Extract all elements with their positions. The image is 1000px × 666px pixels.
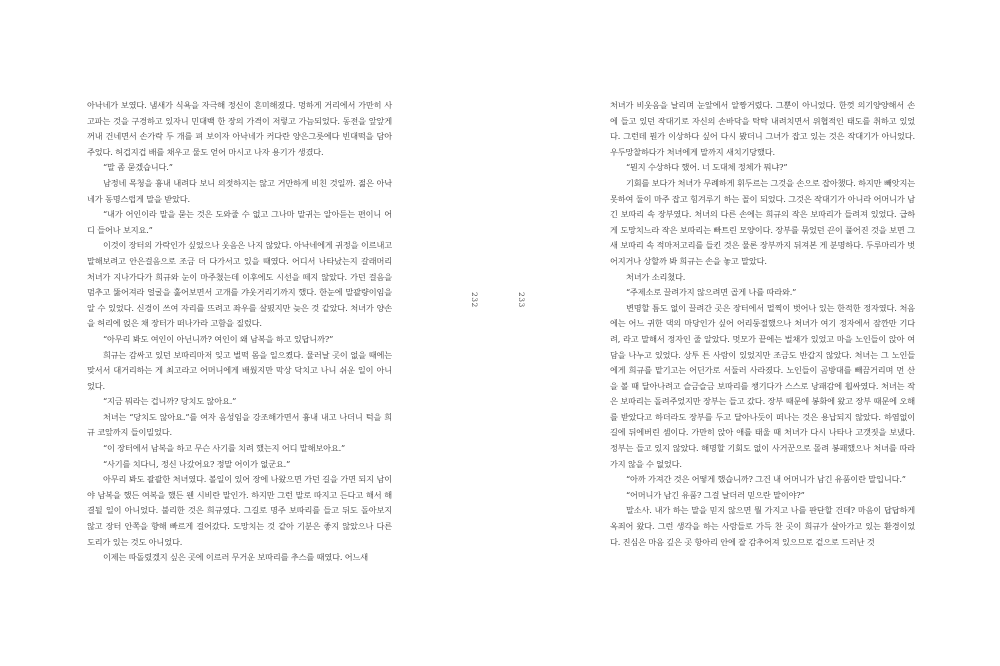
left-page — [87, 98, 392, 566]
paragraph: 희규는 감싸고 있던 보따리마저 잊고 벌떡 몸을 일으켰다. 물러날 곳이 없을 때에는 맞서서 대거리하는 게 최고라고 어머니에게 배웠지만 막상 닥치고 나니 쉬운 일이 아니었다. — [87, 349, 392, 391]
paragraph: “사기를 치다니, 정신 나갔어요? 정말 어이가 없군요.” — [103, 458, 291, 469]
paragraph: 말소사. 내가 하는 말을 믿지 않으면 뭘 가지고 나를 판단할 건데? 마음이 답답하게 옥죄어 왔다. 그런 생각을 하는 사람들로 가득 찬 곳이 희규가 살아가고 있는 환경이었다. 진심은 마음 깊은 곳 항아리 안에 잘 감추어져 있으므로 겉으로 드러난 것 — [610, 505, 915, 547]
paragraph: “지금 뭐라는 겁니까? 당치도 않아요.” — [103, 396, 237, 407]
paragraph: “말 좀 묻겠습니다.” — [103, 162, 173, 173]
paragraph: 이제는 따돌렸겠지 싶은 곳에 이르러 무거운 보따리를 추스를 때였다. 어느새 — [103, 552, 369, 563]
page-number-left: 232 — [470, 292, 479, 308]
paragraph: “주제소로 끌려가지 않으려면 곱게 나를 따라와.” — [626, 287, 797, 298]
paragraph: 아무리 봐도 괄괄한 처녀였다. 볼일이 있어 장에 나왔으면 가던 길을 가면 되지 남이야 남복을 했든 여복을 했든 웬 시비란 말인가. 하지만 그런 말로 따지고 든다고 해서 해결될 일이 아니었다. 불리한 것은 희규였다. 그길로 명주 보따리를 들고 뒤도 돌아보지 않고 장터 안쪽을 향해 빠르게 걸어갔다. 도망치는 것 같아 기분은 좋지 않았으나 다른 도리가 있는 것도 아니었다. — [87, 474, 392, 547]
page-number-right: 233 — [517, 292, 526, 308]
paragraph: 아낙네가 보였다. 냄새가 식욕을 자극해 정신이 혼미해졌다. 멍하게 거리에서 가만히 사고파는 것을 구경하고 있자니 민대백 한 장의 가격이 저렇고 가늠되었다. 동전을 앞앞게 꺼내 건네면서 손가락 두 개를 펴 보이자 아낙네가 커다란 양은그릇에다 빈대떡을 담아주었다. 허겁지겁 배를 채우고 물도 얻어 마시고 나자 용기가 생겼다. — [87, 100, 392, 157]
paragraph: 처녀가 소리쳤다. — [626, 271, 686, 282]
right-page — [610, 98, 915, 550]
paragraph: 이것이 장터의 가락인가 싶었으나 웃음은 나지 않았다. 아낙네에게 귀정을 이르내고 말해보려고 안은걸음으로 조금 더 다가서고 있을 때였다. 어디서 나타났는지 갈래머리 처녀가 지나가다가 희규와 눈이 마주쳤는데 이후에도 시선을 떼지 않았다. 가던 걸음을 멈추고 뚫어져라 얼굴을 훑어보면서 고개를 갸웃거리기까지 했다. 한눈에 말괄량이임을 알 수 있었다. 신경이 쓰여 자리를 뜨려고 좌우를 살폈지만 늦은 것 같았다. 처녀가 양손을 허리에 얹은 채 장터가 떠나가라 고함을 질렀다. — [87, 240, 392, 329]
paragraph: 남정네 목청을 흉내 내려다 보니 의젓하지는 않고 거만하게 비친 것일까. 젊은 아낙네가 동명스럽게 말을 받았다. — [87, 177, 392, 204]
paragraph: “아까 가져간 것은 어떻게 했습니까? 그건 내 어머니가 남긴 유품이란 말입니다.” — [626, 474, 906, 485]
paragraph: “내가 어인이라 말을 묻는 것은 도와줄 수 없고 그나마 말귀는 알아듣는 편이니 어디 들어나 보지요.” — [87, 209, 392, 235]
paragraph: 처녀가 비웃음을 날리며 눈앞에서 알짱거렸다. 그뿐이 아니었다. 한껏 의기양양해서 손에 들고 있던 작대기로 자신의 손바닥을 탁탁 내려치면서 위협적인 태도를 취하고 있었다. 그런데 뭔가 이상하다 싶어 다시 봤더니 그녀가 잡고 있는 것은 작대기가 아니었다. 우두망찰하다가 처녀에게 말까지 새치기당했다. — [610, 100, 915, 157]
paragraph: “뭔지 수상하다 했어. 너 도대체 정체가 뭐냐?” — [626, 162, 788, 173]
paragraph: “이 장터에서 남복을 하고 무슨 사기를 치려 했는지 어디 말해보아요.” — [103, 443, 346, 454]
paragraph: 기회를 보다가 처녀가 무례하게 휘두르는 그것을 손으로 잡아챘다. 하지만 빼앗지는 못하여 둘이 마주 잡고 힘겨루기 하는 꼴이 되었다. 그것은 작대기가 아니라 어머니가 남긴 보따리 속 장부였다. 처녀의 다른 손에는 희규의 작은 보따리가 들려져 있었다. 급하게 도망치느라 작은 보따리는 빠트린 모양이다. 장부를 묶었던 끈이 풀어진 것을 보면 그새 보따리 속 적마저고리를 들킨 것은 물론 장부까지 뒤져본 게 분명하다. 두루마리가 벗어지거나 상할까 봐 희규는 손을 놓고 말았다. — [610, 177, 915, 266]
paragraph: “아무리 봐도 여인이 아닌니까? 여인이 왜 남복을 하고 있답니까?” — [103, 333, 334, 344]
paragraph: 처녀는 “당치도 않아요.”를 여자 음성임을 강조해가면서 흉내 내고 나더니 턱을 희규 코앞까지 들이밀었다. — [87, 411, 392, 438]
paragraph: 변명할 틈도 없이 끌려간 곳은 장터에서 멀찍이 벗어나 있는 한적한 정자였다. 처음에는 어느 귀한 댁의 마당인가 싶어 어리둥절했으나 처녀가 여기 정자에서 잠깐만 기다려, 라고 말해서 정자인 줄 알았다. 멋모가 끝에는 벌채가 있었고 마을 노인들이 앉아 여담을 나누고 있었다. 상투 튼 사람이 있었지만 조금도 반갑지 않았다. 처녀는 그 노인들에게 희규를 맡기고는 어딘가로 서둘러 사라졌다. 노인들이 곰방대를 빼끔거리며 먼 산을 볼 때 달아나려고 슬금슬금 보따리를 챙기다가 스스로 낭패감에 휩싸였다. 처녀는 작은 보따리는 돌려주었지만 장부는 들고 갔다. 장부 때문에 봉화에 왔고 장부 때문에 오해를 받았다고 하더라도 장부를 두고 달아나듯이 떠나는 것은 용납되지 않았다. 하염없이 길에 뒤에버린 셈이다. 가만히 앉아 애를 태울 때 처녀가 다시 나타나 고갯짓을 보냈다. 정부는 들고 있지 않았다. 해명할 기회도 없이 사거꾼으로 몰려 봉패했으나 처녀를 따라가지 않을 수 없었다. — [610, 302, 915, 469]
paragraph: “어머니가 남긴 유품? 그걸 날더러 믿으란 말이야?” — [626, 489, 805, 500]
